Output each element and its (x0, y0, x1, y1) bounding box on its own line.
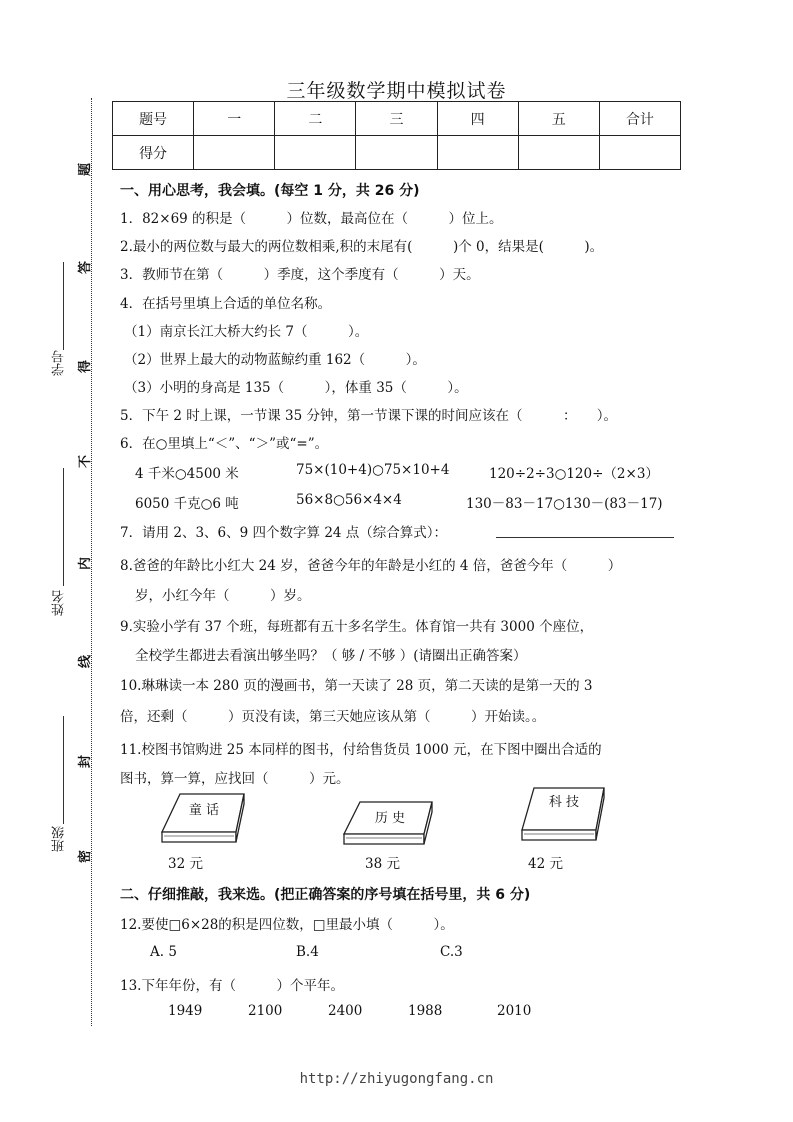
question-line: 11.校图书馆购进 25 本同样的图书，付给售货员 1000 元，在下图中圈出合适的 (120, 742, 602, 758)
book-label: 历 史 (374, 811, 406, 826)
score-row-label: 得分 (113, 136, 194, 170)
score-header-cell: 五 (518, 102, 599, 136)
question-line: （2）世界上最大的动物蓝鲸约重 162（ ）。 (124, 352, 426, 368)
seal-word: 封 (78, 754, 94, 769)
compare-item: 120÷2÷3○120÷（2×3） (489, 466, 659, 482)
seal-word: 内 (78, 556, 94, 571)
book-price: 38 元 (365, 856, 400, 872)
book-spine (162, 832, 236, 842)
compare-item: 6050 千克○6 吨 (135, 496, 239, 512)
question-line: 9.实验小学有 37 个班，每班都有五十多名学生。体育馆一共有 3000 个座位， (120, 619, 594, 635)
question-line: （1）南京长江大桥大约长 7（ ）。 (124, 324, 369, 340)
compare-item: 4 千米○4500 米 (135, 466, 239, 482)
book-history[interactable] (340, 798, 436, 852)
book-label: 童 话 (188, 803, 220, 818)
question-line: 全校学生都进去看演出够坐吗？（ 够 / 不够 ）(请圈出正确答案） (135, 648, 527, 664)
class-field[interactable] (63, 716, 64, 824)
answer-blank-line[interactable] (496, 537, 674, 538)
book-price: 42 元 (528, 856, 563, 872)
question-line: 4．在括号里填上合适的单位名称。 (120, 296, 332, 312)
footer-url[interactable]: http://zhiyugongfang.cn (299, 1071, 494, 1087)
seal-word: 题 (78, 162, 94, 177)
seal-word: 密 (78, 849, 94, 864)
question-line: （3）小明的身高是 135（ ），体重 35（ ）。 (124, 380, 468, 396)
score-table-score-row (113, 136, 681, 170)
year-item: 2400 (328, 1003, 363, 1019)
score-input-cell[interactable] (356, 136, 437, 170)
score-header-cell: 二 (275, 102, 356, 136)
page-title: 三年级数学期中模拟试卷 (286, 80, 507, 102)
book-spine (522, 830, 596, 840)
section-heading: 一、用心思考，我会填。(每空 1 分，共 26 分) (120, 183, 420, 199)
year-item: 1988 (408, 1003, 443, 1019)
score-input-cell[interactable] (194, 136, 275, 170)
book-fairy-tale[interactable] (158, 790, 248, 852)
question-line: 岁，小红今年（ ）岁。 (135, 588, 311, 604)
question-line: 7．请用 2、3、6、9 四个数字算 24 点（综合算式）： (120, 525, 448, 541)
seal-word: 答 (78, 260, 94, 275)
score-table (112, 101, 681, 170)
score-header-cell: 题号 (113, 102, 194, 136)
compare-item: 130－83－17○130－(83－17) (466, 496, 663, 512)
class-label: 班级 (52, 826, 67, 852)
score-header-cell: 四 (437, 102, 518, 136)
score-table-header-row (113, 102, 681, 136)
book-price: 32 元 (168, 856, 203, 872)
score-input-cell[interactable] (518, 136, 599, 170)
score-header-cell: 三 (356, 102, 437, 136)
compare-item: 75×(10+4)○75×10+4 (296, 462, 450, 478)
question-line: 图书，算一算，应找回（ ）元。 (120, 771, 350, 787)
question-line: 3．教师节在第（ ）季度，这个季度有（ ）天。 (120, 267, 480, 283)
score-header-cell: 合计 (599, 102, 680, 136)
name-label: 姓名 (52, 590, 67, 616)
student-id-field[interactable] (63, 262, 64, 350)
question-line: 6．在○里填上“＜”、“＞”或“=”。 (120, 436, 329, 452)
year-item: 2010 (497, 1003, 532, 1019)
score-input-cell[interactable] (437, 136, 518, 170)
question-line: 12.要使□6×28的积是四位数，□里最小填（ ）。 (120, 917, 454, 933)
answer-option[interactable]: C.3 (440, 944, 463, 960)
score-input-cell[interactable] (599, 136, 680, 170)
year-item: 2100 (248, 1003, 283, 1019)
question-line: 倍，还剩（ ）页没有读，第三天她应该从第（ ）开始读。。 (120, 709, 546, 725)
student-id-label: 学号 (52, 350, 67, 376)
year-item: 1949 (168, 1003, 203, 1019)
score-input-cell[interactable] (275, 136, 356, 170)
seal-word: 得 (78, 359, 94, 374)
question-line: 2.最小的两位数与最大的两位数相乘,积的末尾有( )个 0，结果是( )。 (120, 239, 604, 255)
question-line: 8.爸爸的年龄比小红大 24 岁，爸爸今年的年龄是小红的 4 倍，爸爸今年（ ） (120, 558, 622, 574)
question-line: 10.琳琳读一本 280 页的漫画书，第一天读了 28 页，第二天读的是第一天的 3 (120, 678, 593, 694)
answer-option[interactable]: B.4 (296, 944, 319, 960)
book-label: 科 技 (548, 795, 580, 810)
compare-item: 56×8○56×4×4 (296, 492, 402, 508)
answer-option[interactable]: A. 5 (150, 944, 177, 960)
book-science[interactable] (518, 784, 608, 850)
section-heading: 二、仔细推敲，我来选。(把正确答案的序号填在括号里，共 6 分) (120, 887, 531, 903)
seal-word: 不 (78, 454, 94, 469)
question-line: 5．下午 2 时上课，一节课 35 分钟，第一节课下课的时间应该在（ ： ）。 (120, 408, 618, 424)
book-spine (344, 834, 424, 844)
seal-word: 线 (78, 654, 94, 669)
score-header-cell: 一 (194, 102, 275, 136)
name-field[interactable] (63, 468, 64, 586)
question-line: 13.下年年份，有（ ）个平年。 (120, 978, 344, 994)
question-line: 1．82×69 的积是（ ）位数，最高位在（ ）位上。 (120, 211, 503, 227)
